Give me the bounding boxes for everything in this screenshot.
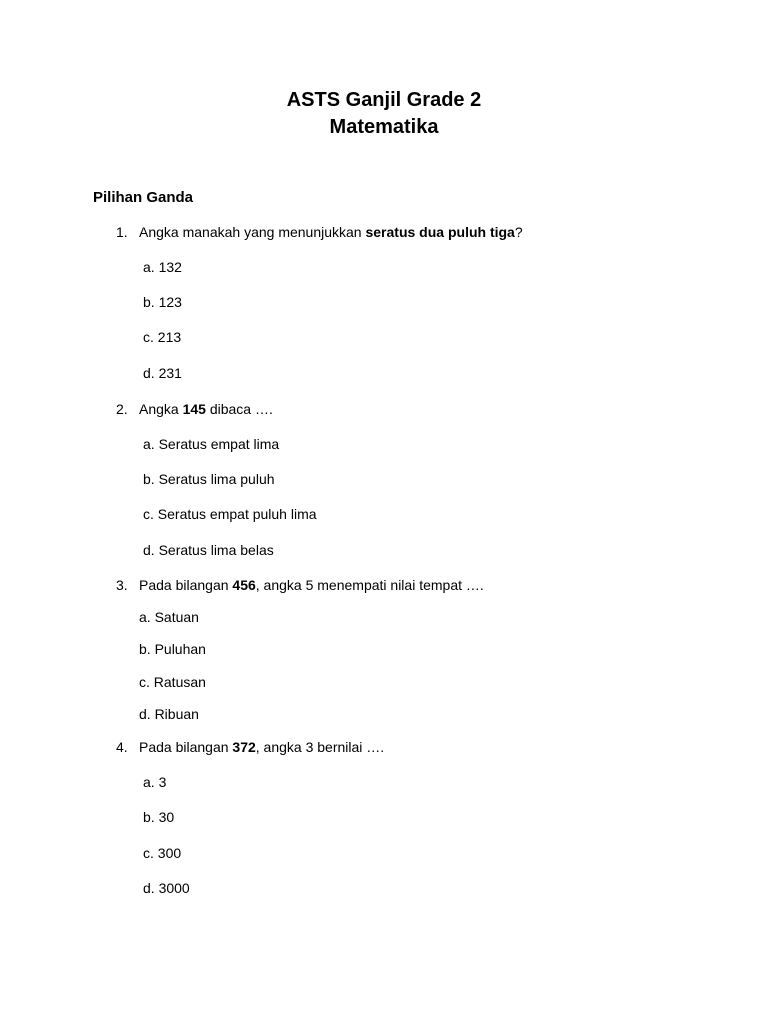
option-d: d. 3000 xyxy=(143,880,190,896)
option-a: a. Seratus empat lima xyxy=(143,436,280,452)
option-c: c. 300 xyxy=(143,845,182,861)
question-text-part: Pada bilangan xyxy=(139,577,233,593)
option-b: b. 123 xyxy=(143,294,182,310)
option-b: b. Puluhan xyxy=(139,641,206,657)
question-text-bold: 145 xyxy=(182,401,206,417)
option-b: b. 30 xyxy=(143,809,175,825)
document-subtitle: Matematika xyxy=(329,116,439,138)
option-b: b. Seratus lima puluh xyxy=(143,471,275,487)
question-text-part: ? xyxy=(514,224,523,240)
question-text xyxy=(139,401,273,418)
option-a: a. 132 xyxy=(143,259,182,275)
question-number: 1. xyxy=(116,224,128,240)
question-text xyxy=(139,739,384,756)
option-a: a. 3 xyxy=(143,774,167,790)
question-text-part: dibaca …. xyxy=(205,401,273,417)
question-text xyxy=(139,224,523,241)
question-number: 4. xyxy=(116,739,128,755)
question-text-part: Pada bilangan xyxy=(139,739,233,755)
option-c: c. 213 xyxy=(143,329,182,345)
section-heading: Pilihan Ganda xyxy=(93,189,194,206)
question-text-part: , angka 5 menempati nilai tempat …. xyxy=(255,577,484,593)
option-a: a. Satuan xyxy=(139,609,199,625)
document-title: ASTS Ganjil Grade 2 xyxy=(286,89,482,111)
question-text-bold: seratus dua puluh tiga xyxy=(365,224,515,240)
question-text-part: Angka manakah yang menunjukkan xyxy=(139,224,366,240)
option-d: d. 231 xyxy=(143,365,182,381)
question-number: 3. xyxy=(116,577,128,593)
question-number: 2. xyxy=(116,401,128,417)
question-text-bold: 372 xyxy=(232,739,256,755)
question-text-part: , angka 3 bernilai …. xyxy=(255,739,385,755)
question-text-part: Angka xyxy=(139,401,183,417)
question-text xyxy=(139,577,484,594)
option-c: c. Ratusan xyxy=(139,674,206,690)
option-d: d. Ribuan xyxy=(139,706,199,722)
option-c: c. Seratus empat puluh lima xyxy=(143,506,317,522)
question-text-bold: 456 xyxy=(232,577,256,593)
option-d: d. Seratus lima belas xyxy=(143,542,274,558)
